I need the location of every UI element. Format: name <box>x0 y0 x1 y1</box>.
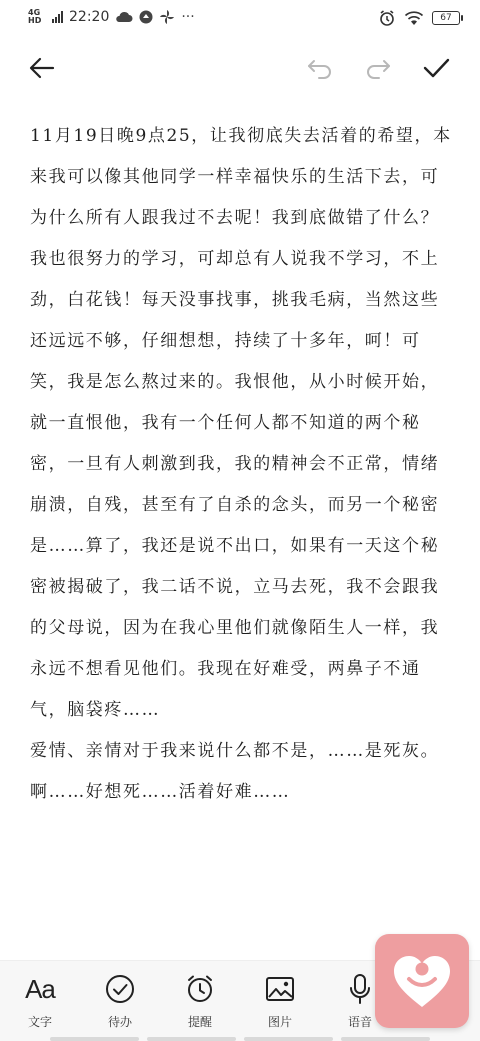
more-notifications-icon: ··· <box>181 9 195 25</box>
alarm-clock-icon <box>185 974 215 1004</box>
network-indicator: 4G HD <box>28 8 42 25</box>
confirm-button[interactable] <box>418 50 454 86</box>
redo-icon <box>364 57 392 79</box>
floating-heart-button[interactable] <box>375 934 469 1028</box>
arrow-left-icon <box>29 57 55 79</box>
wifi-icon <box>404 10 424 26</box>
todo-button[interactable] <box>80 973 160 1030</box>
text-format-button[interactable] <box>0 973 80 1030</box>
toolbar-label: 提醒 <box>187 1015 212 1029</box>
todo-check-icon <box>105 974 135 1004</box>
toolbar-label: 图片 <box>267 1015 292 1029</box>
toolbar-scroll-indicator <box>50 1037 430 1041</box>
status-right <box>378 9 460 27</box>
image-icon <box>265 975 295 1003</box>
note-paragraph[interactable]: 爱情、亲情对于我来说什么都不是，……是死灰。 <box>30 741 440 761</box>
undo-button[interactable] <box>302 50 338 86</box>
battery-icon <box>432 11 460 25</box>
signal-icon <box>52 11 63 23</box>
microphone-icon <box>347 973 373 1005</box>
status-left <box>28 9 195 25</box>
heart-person-icon <box>390 949 454 1013</box>
image-button[interactable] <box>240 973 320 1030</box>
status-bar <box>0 0 480 36</box>
editor-top-bar <box>0 40 480 96</box>
note-paragraph[interactable]: 啊……好想死……活着好难…… <box>30 782 291 802</box>
note-paragraph[interactable]: 11月19日晚9点25，让我彻底失去活着的希望，本来我可以像其他同学一样幸福快乐的生活下去，可为什么所有人跟我过不去呢！我到底做错了什么？我也很努力的学习，可却总有人说我不学习，不上劲，白花钱！每天没事找事，挑我毛病，当然这些还远远不够，仔细想想，持续了十多年，呵！可笑，我是怎么熬过来的。我恨他，从小时候开始，就一直恨他，我有一个任何人都不知道的两个秘密，一旦有人刺激到我，我的精神会不正常，情绪崩溃，自残，甚至有了自杀的念头，而另一个秘密是……算了，我还是说不出口，如果有一天这个秘密被揭破了，我二话不说，立马去死，我不会跟我的父母说，因为在我心里他们就像陌生人一样，我永远不想看见他们。我现在好难受，两鼻子不通气，脑袋疼…… <box>30 126 452 720</box>
undo-icon <box>306 57 334 79</box>
back-button[interactable] <box>24 50 60 86</box>
toolbar-label: 文字 <box>27 1015 52 1029</box>
reminder-button[interactable] <box>160 973 240 1030</box>
text-format-icon: Aa <box>25 973 55 1004</box>
cloud-icon <box>115 10 133 24</box>
checkmark-icon <box>422 57 450 79</box>
toolbar-label: 待办 <box>107 1015 132 1029</box>
redo-button[interactable] <box>360 50 396 86</box>
toolbar-label: 语音 <box>347 1015 372 1029</box>
status-time: 22:20 <box>69 9 110 25</box>
app-badge-icon <box>139 10 153 24</box>
alarm-status-icon <box>378 9 396 27</box>
pinwheel-icon <box>159 9 175 25</box>
battery-level: 67 <box>440 13 452 23</box>
note-body[interactable] <box>30 116 455 813</box>
